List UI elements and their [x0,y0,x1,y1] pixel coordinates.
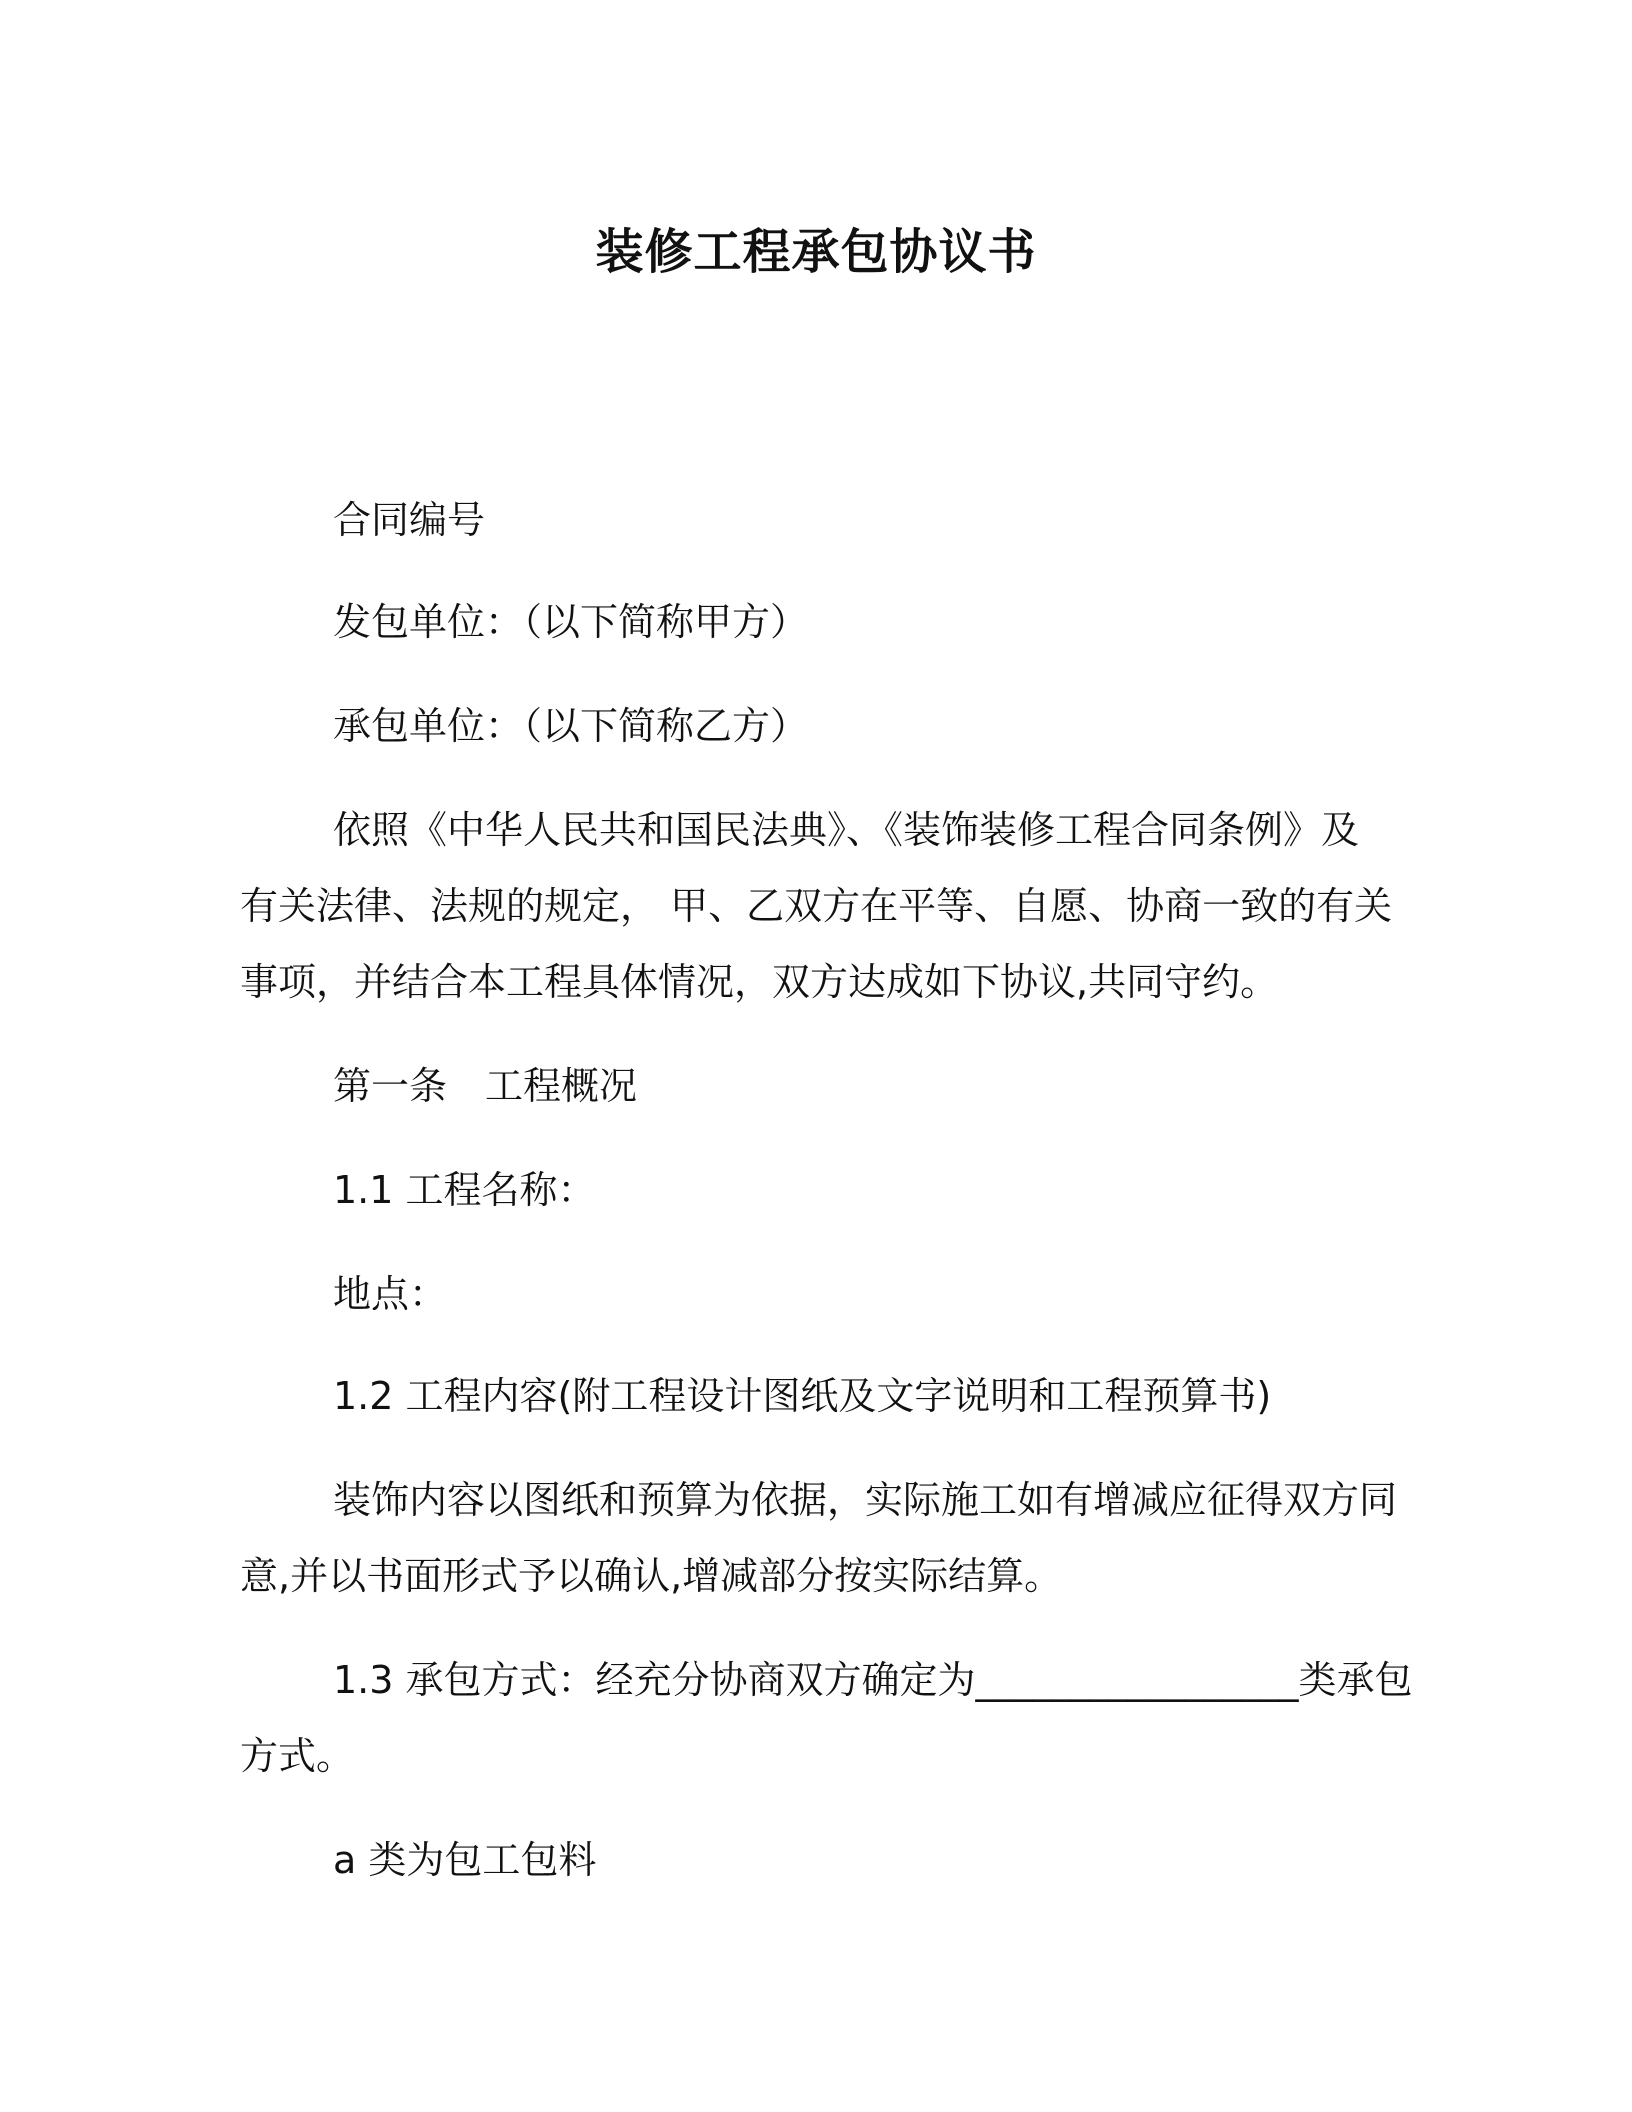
document-title: 装修工程承包协议书 [595,224,1037,280]
preamble-line-2: 有关法律、法规的规定， 甲、乙双方在平等、自愿、协商一致的有关 [240,884,1393,928]
item-1-3-line-1: 1.3 承包方式：经充分协商双方确定为_________________类承包 [333,1658,1413,1702]
decoration-para-line-2: 意,并以书面形式予以确认,增减部分按实际结算。 [240,1554,1063,1598]
preamble-line-1: 依照《中华人民共和国民法典》、《装饰装修工程合同条例》及 [333,808,1360,852]
party-b-line: 承包单位：（以下简称乙方） [333,704,809,748]
item-1-3-line-2: 方式。 [240,1734,355,1778]
contract-number-label: 合同编号 [333,498,486,542]
article-1-heading: 第一条 工程概况 [333,1064,638,1108]
item-1-1-project-name: 1.1 工程名称： [333,1168,596,1212]
decoration-para-line-1: 装饰内容以图纸和预算为依据，实际施工如有增减应征得双方同 [333,1478,1398,1522]
type-a-line: a 类为包工包料 [333,1838,597,1882]
preamble-line-3: 事项，并结合本工程具体情况，双方达成如下协议,共同守约。 [240,960,1279,1004]
party-a-line: 发包单位：（以下简称甲方） [333,600,809,644]
location-line: 地点： [333,1272,448,1316]
item-1-2-project-content: 1.2 工程内容(附工程设计图纸及文字说明和工程预算书) [333,1374,1272,1418]
